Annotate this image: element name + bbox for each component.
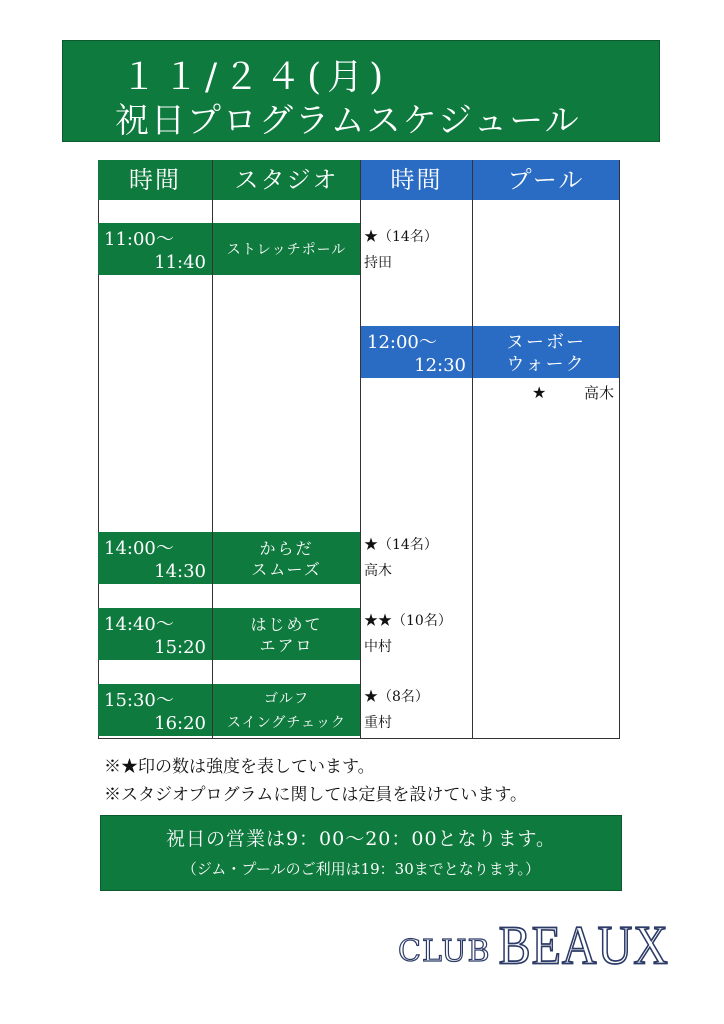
slot-start-time: 11:00～ <box>104 229 174 250</box>
slot-end-time: 12:30 <box>414 355 466 376</box>
program-name: ウォーク <box>506 354 586 375</box>
slot-intensity <box>364 610 452 632</box>
logo-beaux-text: BEAUX <box>498 915 669 976</box>
header-studio: スタジオ <box>213 160 360 200</box>
hours-sub-text: （ジム・プールのご利用は19：30までとなります。） <box>181 860 541 878</box>
slot-intensity <box>364 534 438 556</box>
header-studio-time: 時間 <box>98 160 212 200</box>
note-capacity: ※スタジオプログラムに関しては定員を設けています。 <box>104 785 527 805</box>
intensity-stars: ★ <box>364 229 378 245</box>
intensity-stars: ★★ <box>364 613 392 629</box>
slot-end-time: 14:30 <box>154 561 206 582</box>
intensity-stars: ★ <box>364 537 378 553</box>
intensity-stars: ★ <box>364 689 378 705</box>
title-heading: 祝日プログラムスケジュール <box>115 101 581 141</box>
program-name: スイングチェック <box>226 715 347 731</box>
instructor-name: 高木 <box>584 384 615 402</box>
studio-slot-time <box>98 223 212 275</box>
schedule-table <box>98 160 620 739</box>
grid-line <box>98 738 472 739</box>
slot-start-time: 14:40～ <box>104 614 174 635</box>
program-name: エアロ <box>259 636 314 655</box>
logo-club-text: CLUB <box>398 934 491 969</box>
studio-slot-program <box>213 532 360 584</box>
grid-line <box>472 738 620 739</box>
program-name: はじめて <box>250 615 323 634</box>
pool-slot-time <box>361 326 472 378</box>
program-name: からだ <box>259 539 314 558</box>
holiday-hours-box <box>100 815 622 891</box>
studio-slot-time <box>98 608 212 660</box>
studio-slot-program <box>213 608 360 660</box>
note-intensity: ※★印の数は強度を表しています。 <box>104 757 375 777</box>
instructor-name: 持田 <box>364 255 392 271</box>
grid-line <box>360 160 361 739</box>
title-banner <box>62 40 660 142</box>
program-name: ゴルフ <box>264 691 309 707</box>
pool-slot-program <box>473 326 619 378</box>
slot-intensity <box>364 226 438 248</box>
header-pool-time: 時間 <box>361 160 472 200</box>
slot-start-time: 15:30～ <box>104 690 174 711</box>
capacity-label: （10名） <box>392 613 452 629</box>
slot-start-time: 14:00～ <box>104 538 174 559</box>
capacity-label: （8名） <box>378 689 429 705</box>
instructor-name: 高木 <box>364 563 392 579</box>
instructor-name: 中村 <box>364 639 392 655</box>
studio-slot-time <box>98 684 212 736</box>
grid-line <box>619 160 620 739</box>
hours-main-text: 祝日の営業は9：00～20：00となります。 <box>165 828 557 850</box>
intensity-stars: ★ <box>532 383 547 402</box>
slot-end-time: 15:20 <box>154 637 206 658</box>
slot-end-time: 16:20 <box>154 713 206 734</box>
slot-end-time: 11:40 <box>154 252 206 273</box>
studio-slot-program <box>213 684 360 736</box>
club-beaux-logo <box>398 915 669 976</box>
header-pool: プール <box>473 160 619 200</box>
program-name: ストレッチポール <box>226 242 347 258</box>
instructor-name: 重村 <box>364 715 392 731</box>
title-date: １１/２４(月) <box>121 57 390 98</box>
program-name: ヌーボー <box>506 332 586 353</box>
capacity-label: （14名） <box>378 537 438 553</box>
studio-slot-program <box>213 223 360 275</box>
slot-start-time: 12:00～ <box>367 332 437 353</box>
program-name: スムーズ <box>251 560 322 579</box>
grid-line <box>472 160 473 739</box>
capacity-label: （14名） <box>378 229 438 245</box>
studio-slot-time <box>98 532 212 584</box>
slot-intensity <box>364 686 429 708</box>
